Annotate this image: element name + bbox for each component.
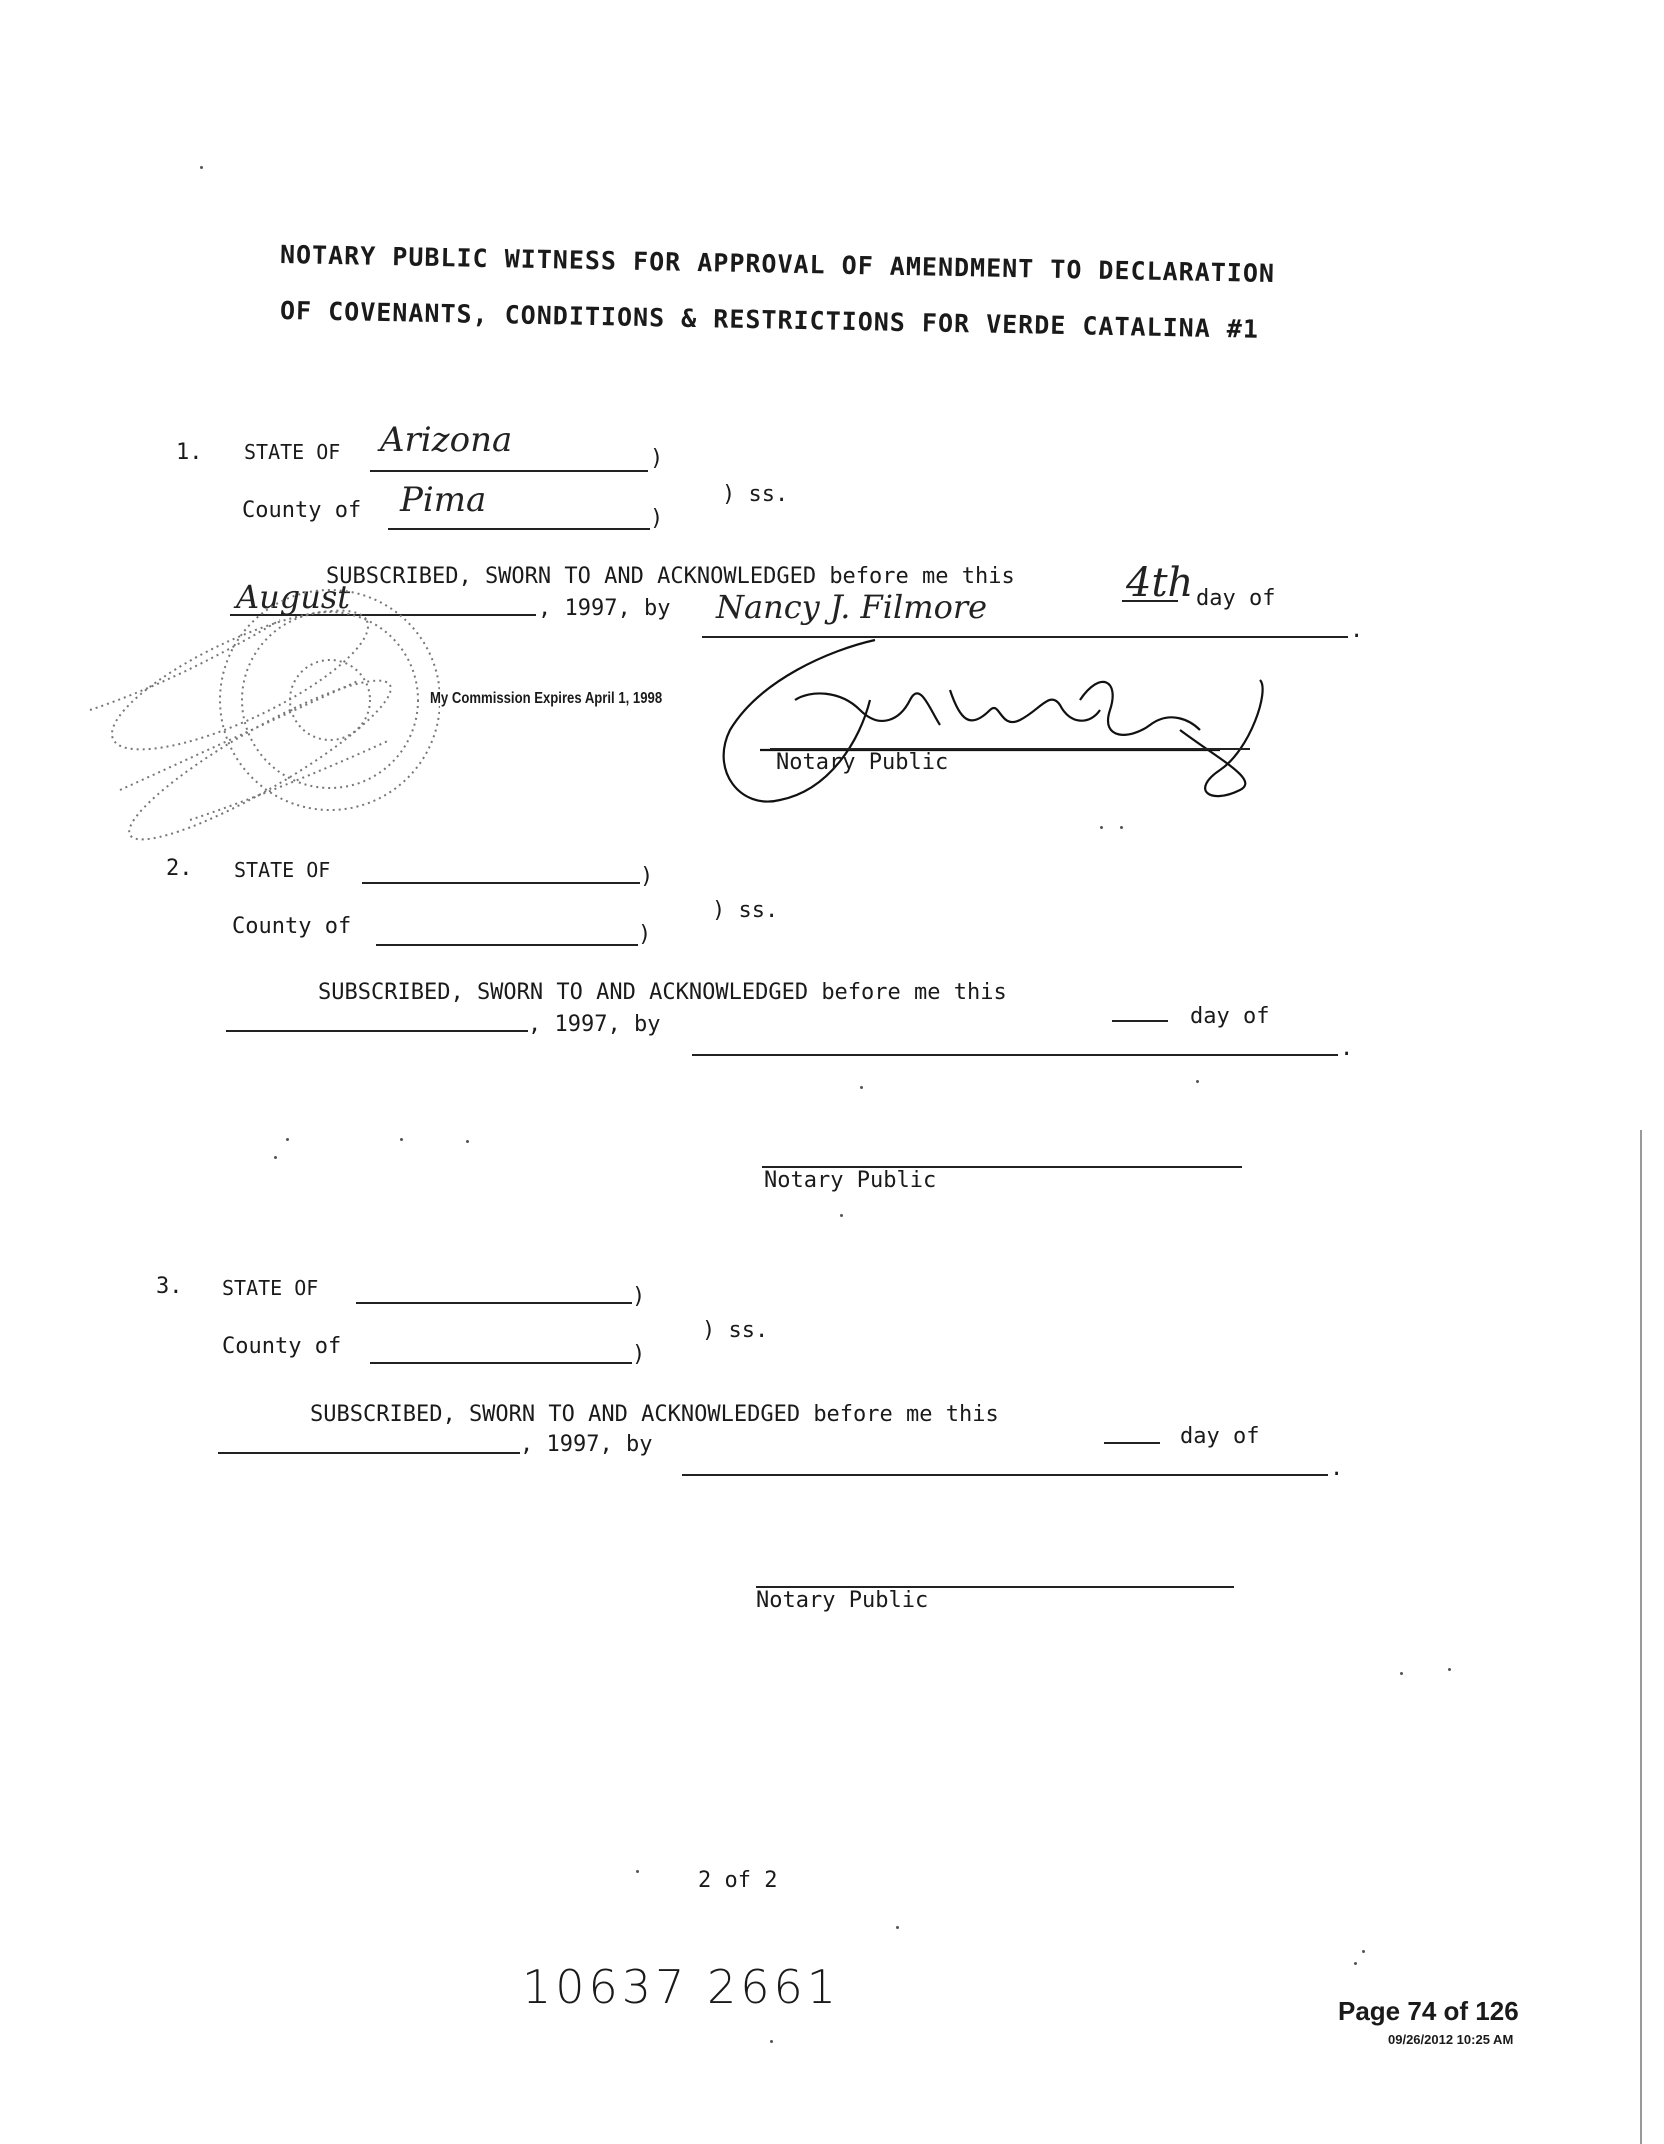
state-value: Arizona <box>380 420 513 460</box>
by-line <box>682 1474 1328 1476</box>
year-by-label: , 1997, by <box>538 596 671 621</box>
day-of-label: day of <box>1196 586 1276 611</box>
subscribed-text: SUBSCRIBED, SWORN TO AND ACKNOWLEDGED before me this <box>318 980 1007 1005</box>
state-label: STATE OF <box>222 1276 319 1300</box>
print-timestamp: 09/26/2012 10:25 AM <box>1388 2032 1514 2047</box>
state-label: STATE OF <box>234 858 331 882</box>
commission-expiry: My Commission Expires April 1, 1998 <box>430 690 663 707</box>
subscribed-text: SUBSCRIBED, SWORN TO AND ACKNOWLEDGED before me this <box>326 564 1015 589</box>
notary-label: Notary Public <box>764 1168 937 1193</box>
month-line <box>218 1452 520 1454</box>
by-period: . <box>1330 1456 1344 1481</box>
ss-mark: ) ss. <box>722 482 789 507</box>
state-paren: ) <box>640 864 654 889</box>
by-period: . <box>1350 618 1364 643</box>
year-by-label: , 1997, by <box>520 1432 653 1457</box>
day-value: 4th <box>1126 560 1194 606</box>
county-paren: ) <box>632 1342 646 1367</box>
ss-mark: ) ss. <box>702 1318 769 1343</box>
county-paren: ) <box>638 922 652 947</box>
document-number: 10637 2661 <box>522 1960 841 2014</box>
notary-label: Notary Public <box>776 750 949 775</box>
day-of-label: day of <box>1180 1424 1260 1449</box>
by-line <box>692 1054 1338 1056</box>
county-value: Pima <box>400 480 487 520</box>
county-line <box>376 944 638 946</box>
state-line <box>362 882 640 884</box>
state-paren: ) <box>632 1284 646 1309</box>
notary-signature <box>700 630 1280 830</box>
day-line <box>1104 1442 1160 1444</box>
county-paren: ) <box>650 506 664 531</box>
day-line <box>1122 600 1178 602</box>
block-number: 3. <box>156 1274 183 1299</box>
title-line-2: OF COVENANTS, CONDITIONS & RESTRICTIONS FOR VERDE CATALINA #1 <box>279 296 1260 344</box>
state-paren: ) <box>650 446 664 471</box>
day-line <box>1112 1020 1168 1022</box>
state-line <box>370 470 648 472</box>
block-number: 2. <box>166 856 193 881</box>
notary-seal-icon <box>60 560 440 860</box>
title-line-1: NOTARY PUBLIC WITNESS FOR APPROVAL OF AMENDMENT TO DECLARATION <box>279 240 1276 289</box>
year-by-label: , 1997, by <box>528 1012 661 1037</box>
block-number: 1. <box>176 440 203 465</box>
page-count-label: Page 74 of 126 <box>1338 1996 1519 2026</box>
page-of-text: 2 of 2 <box>698 1868 778 1893</box>
scan-edge-line <box>1640 1130 1642 2144</box>
county-label: County of <box>222 1334 342 1359</box>
county-label: County of <box>242 498 362 523</box>
day-of-label: day of <box>1190 1004 1270 1029</box>
subscribed-text: SUBSCRIBED, SWORN TO AND ACKNOWLEDGED before me this <box>310 1402 999 1427</box>
county-line <box>388 528 650 530</box>
county-line <box>370 1362 632 1364</box>
state-label: STATE OF <box>244 440 341 464</box>
by-value: Nancy J. Filmore <box>716 588 988 626</box>
notary-label: Notary Public <box>756 1588 929 1613</box>
month-value: August <box>236 578 351 616</box>
month-line <box>226 1030 528 1032</box>
ss-mark: ) ss. <box>712 898 779 923</box>
county-label: County of <box>232 914 352 939</box>
by-period: . <box>1340 1036 1354 1061</box>
state-line <box>356 1302 632 1304</box>
